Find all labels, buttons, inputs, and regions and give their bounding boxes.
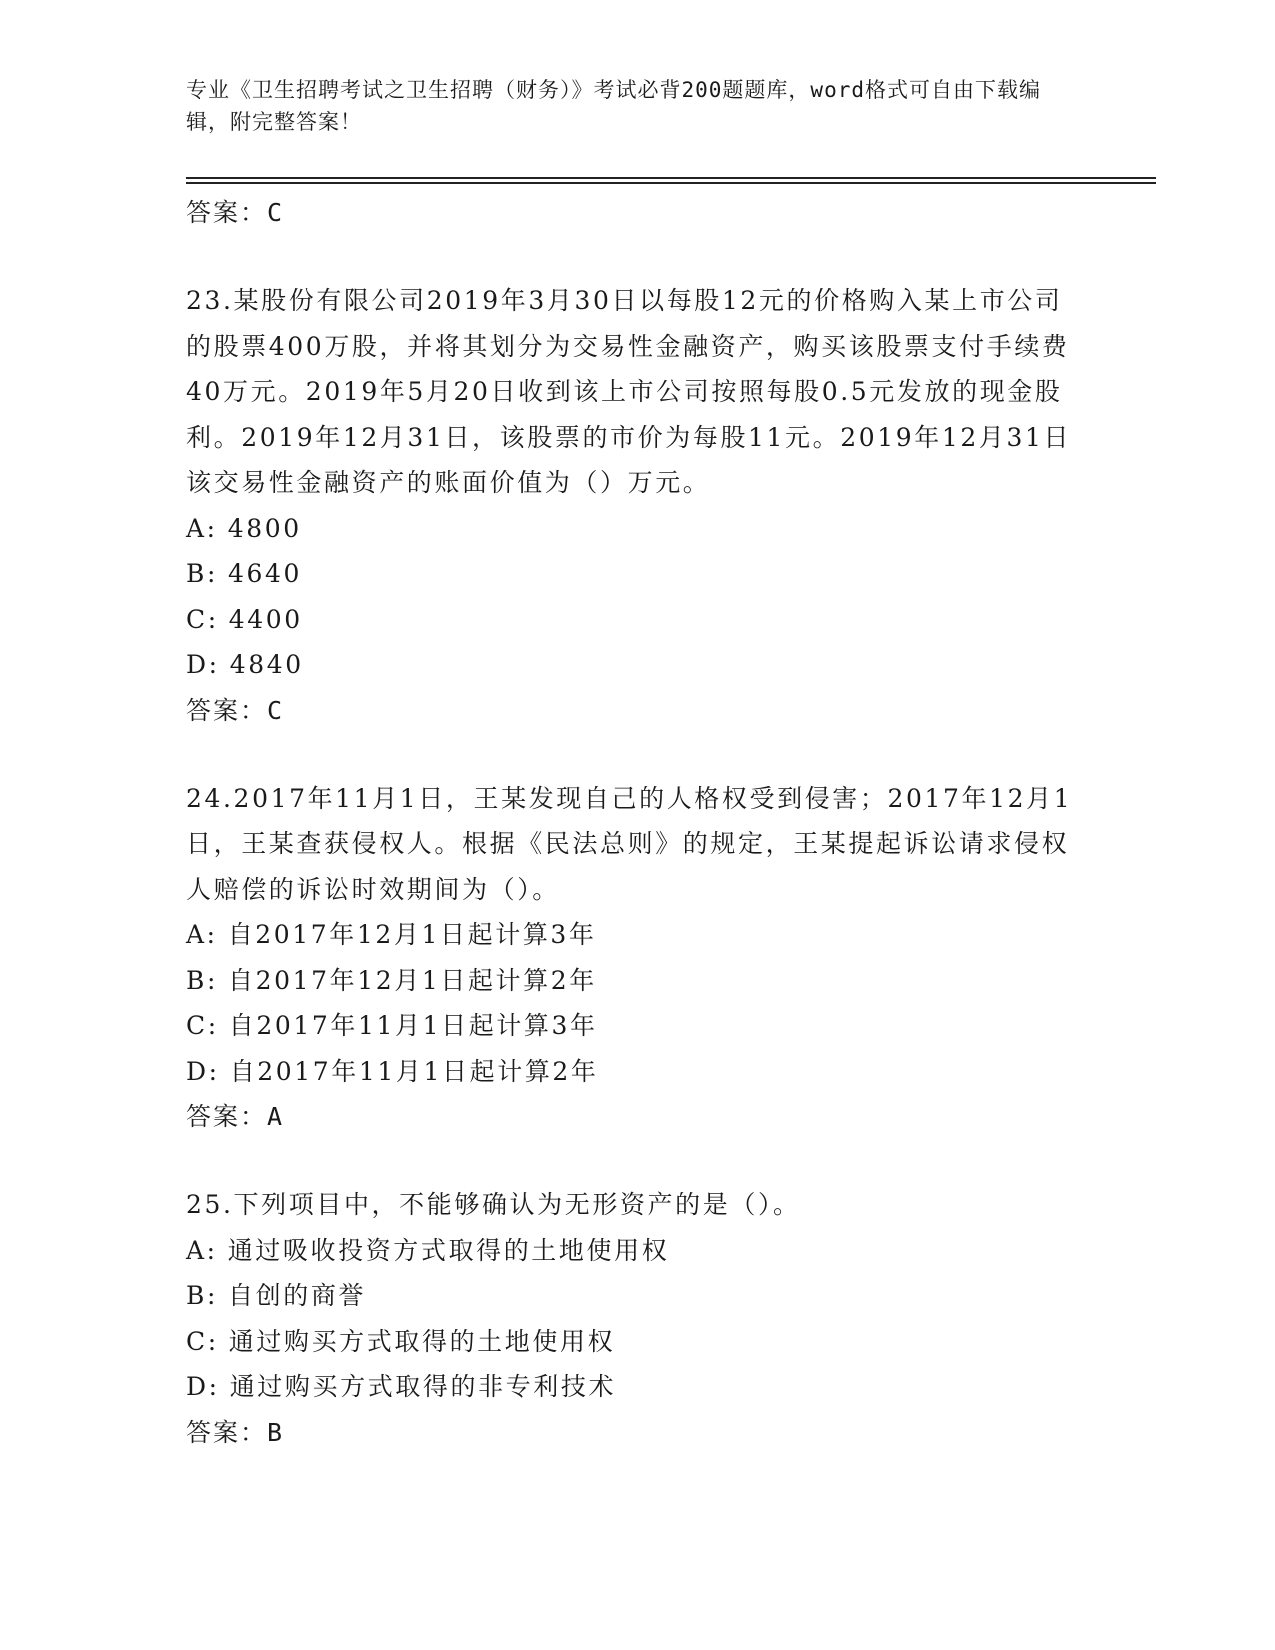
question-option (186, 1273, 1076, 1319)
option-letter: B (186, 965, 207, 995)
option-separator: : (206, 559, 219, 588)
option-text: 4840 (229, 650, 304, 679)
option-text: 通过吸收投资方式取得的土地使用权 (227, 1235, 670, 1265)
question-option (186, 597, 1076, 643)
option-text: 通过购买方式取得的土地使用权 (228, 1326, 616, 1356)
answer-value: A (267, 1102, 283, 1131)
option-separator: : (208, 650, 220, 679)
question-option (186, 551, 1076, 597)
answer-value: C (267, 695, 283, 725)
answer-line (186, 688, 1076, 734)
option-separator: : (207, 1326, 219, 1356)
question-option (186, 642, 1076, 688)
option-text: 4400 (228, 604, 303, 634)
option-separator: : (207, 604, 219, 634)
option-text: 通过购买方式取得的非专利技术 (229, 1372, 617, 1401)
answer-value: C (267, 198, 283, 227)
answer-line (186, 1094, 1076, 1140)
question-option (186, 1319, 1076, 1365)
question-option (186, 912, 1076, 958)
option-letter: A (186, 513, 207, 543)
option-letter: D (186, 1372, 209, 1401)
question-option (186, 1364, 1076, 1410)
option-separator: : (206, 1235, 218, 1265)
option-letter: B (186, 559, 207, 588)
question-gap (186, 236, 1076, 278)
question-stem: 24.2017年11月1日，王某发现自己的人格权受到侵害；2017年12月1日，王某查获侵权人。根据《民法总则》的规定，王某提起诉讼请求侵权人赔偿的诉讼时效期间为（）。 (186, 783, 1073, 904)
option-text: 自2017年11月1日起计算3年 (228, 1011, 598, 1040)
document-header: 专业《卫生招聘考试之卫生招聘（财务）》考试必背200题题库，word格式可自由下载编辑，附完整答案！ (186, 78, 1041, 134)
option-text: 自创的商誉 (228, 1281, 367, 1310)
option-letter: C (186, 1011, 208, 1040)
option-text: 4800 (227, 513, 302, 543)
option-text: 自2017年12月1日起计算3年 (227, 920, 597, 949)
option-letter: C (186, 604, 208, 634)
option-separator: : (206, 920, 218, 949)
header-rule-top (186, 177, 1156, 179)
question-option (186, 1228, 1076, 1274)
header-rule-bottom (186, 182, 1156, 184)
document-body (186, 190, 1076, 1456)
question-block (186, 1182, 1076, 1456)
option-letter: D (186, 1056, 209, 1086)
question-stem: 23.某股份有限公司2019年3月30日以每股12元的价格购入某上市公司的股票400万股，并将其划分为交易性金融资产，购买该股票支付手续费40万元。2019年5月20日收到该上市公司按照每股0.5元发放的现金股利。2019年12月31日，该股票的市价为每股11元。2019年12月31日该交易性金融资产的账面价值为（）万元。 (186, 286, 1072, 497)
question-option (186, 958, 1076, 1004)
option-separator: : (207, 1011, 219, 1040)
answer-label: 答案： (186, 1417, 268, 1447)
question-block (186, 776, 1076, 1141)
option-letter: A (186, 1235, 207, 1265)
answer-value: B (267, 1417, 283, 1447)
option-text: 自2017年11月1日起计算2年 (229, 1056, 599, 1086)
question-block (186, 278, 1076, 734)
option-letter: D (186, 650, 209, 679)
answer-label: 答案： (186, 198, 268, 227)
option-text: 4640 (228, 559, 303, 588)
question-option (186, 1049, 1076, 1095)
answer-label: 答案： (186, 695, 268, 725)
question-stem: 25.下列项目中，不能够确认为无形资产的是（）。 (186, 1190, 801, 1219)
option-text: 自2017年12月1日起计算2年 (228, 965, 597, 995)
answer-label: 答案： (186, 1102, 268, 1131)
question-gap (186, 734, 1076, 776)
option-letter: C (186, 1326, 208, 1356)
option-separator: : (206, 1281, 219, 1310)
question-option (186, 506, 1076, 552)
answer-line (186, 1410, 1076, 1456)
option-letter: A (186, 920, 207, 949)
question-option (186, 1003, 1076, 1049)
option-letter: B (186, 1281, 207, 1310)
option-separator: : (208, 1372, 220, 1401)
option-separator: : (208, 1056, 220, 1086)
question-gap (186, 1140, 1076, 1182)
option-separator: : (206, 965, 219, 995)
option-separator: : (206, 513, 218, 543)
answer-line (186, 190, 1076, 236)
